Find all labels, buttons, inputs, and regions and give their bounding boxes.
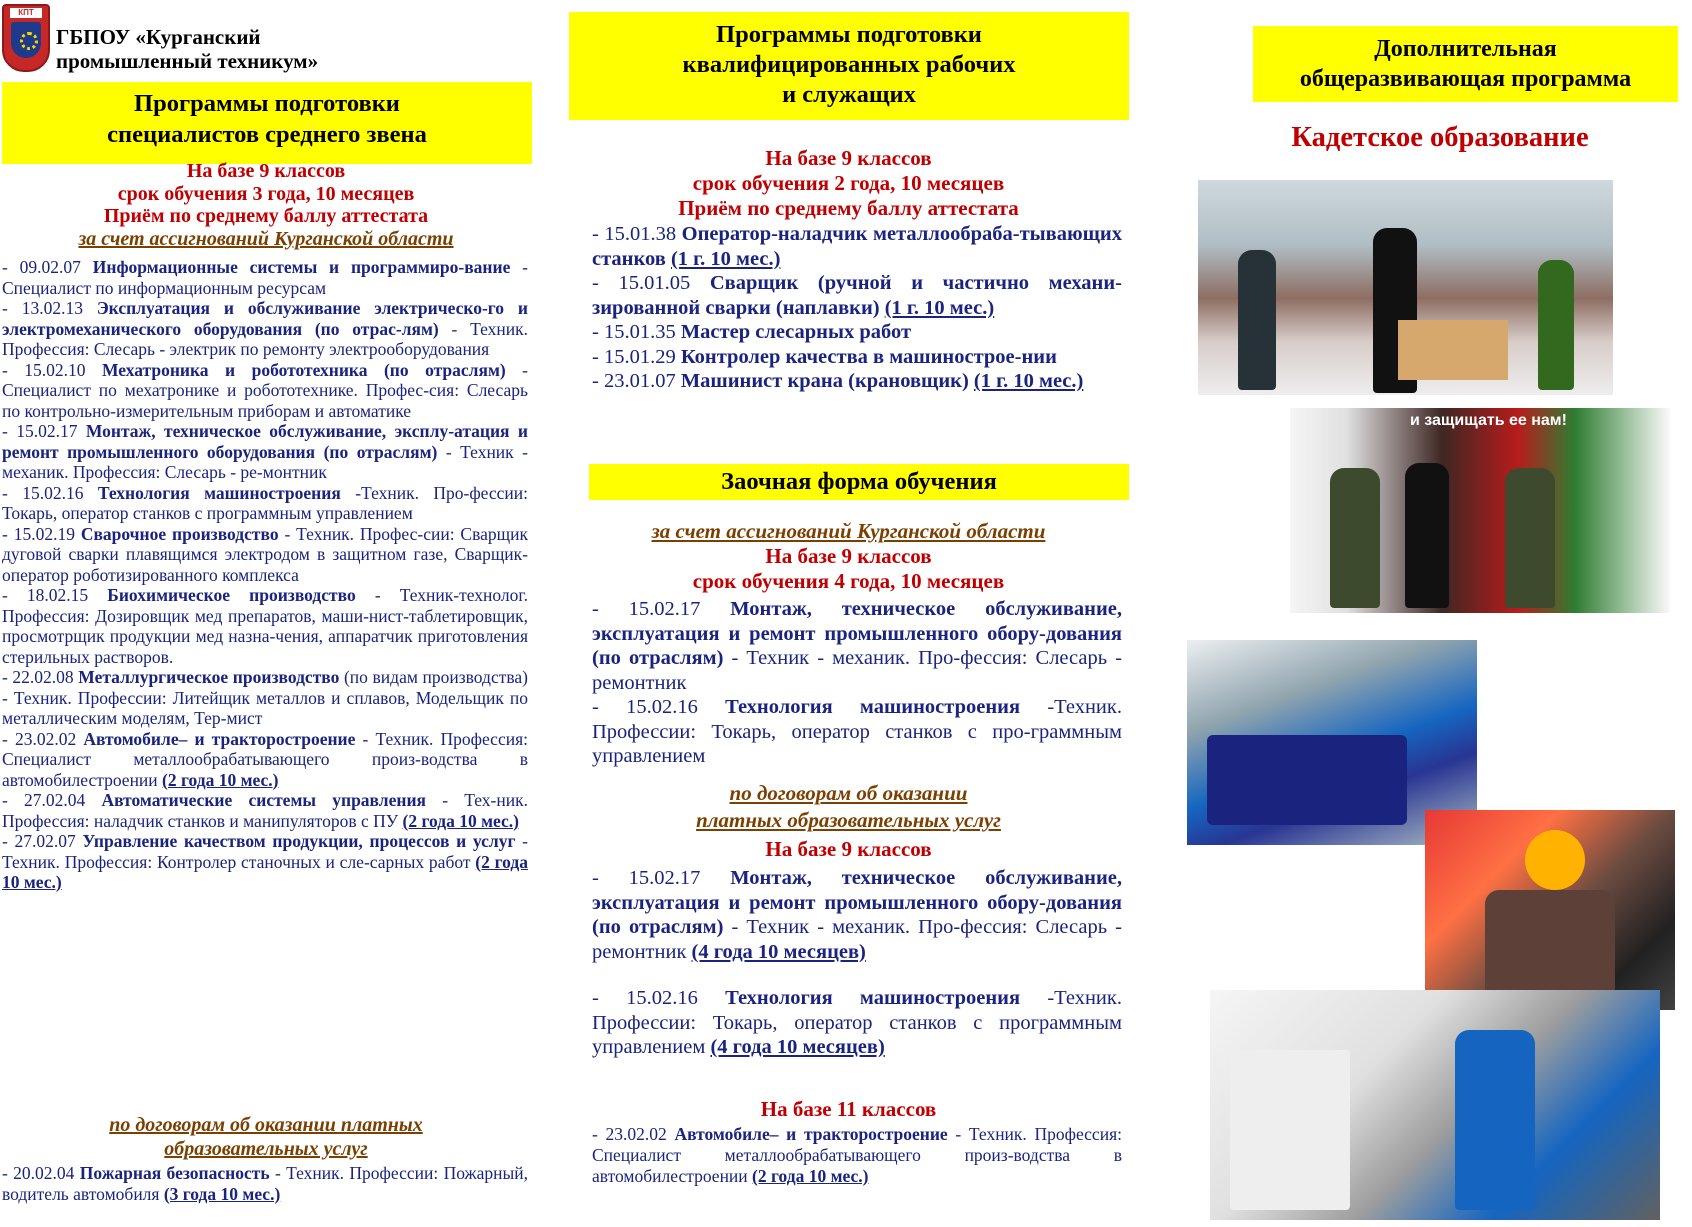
program-title: Монтаж, техническое обслуживание, эксплу-атация и ремонт промышленного оборудования (по отраслям) [2,421,528,462]
photo-cadets-flags [1290,408,1670,613]
program-description: -Техник. Профессии: Токарь, оператор станков с программным управлением [592,987,1122,1058]
program-description: - Техник. Профессия: Специалист металлообрабатывающего произ-водства в автомобилестроении [2,728,528,790]
program-code: - 15.02.19 [2,523,81,544]
correspondence-info [567,519,1130,594]
paid-label-line-1: по договорам об оказании платных [109,1114,423,1136]
term-label: срок обучения 3 года, 10 месяцев [117,182,415,205]
program-title: Монтаж, техническое обслуживание, эксплуатация и ремонт промышленного обору-дования (по отраслям) [592,598,1123,669]
grade11-info [567,1097,1130,1121]
program-title: Контролер качества в машинострое-нии [680,345,1057,368]
program-duration: (1 г. 10 мес.) [884,296,995,319]
program-description: - Специалист по информационным ресурсам [2,257,529,298]
program-code: - 15.02.17 [592,867,731,889]
program-description: - Техник. Профессия: Слесарь - электрик по ремонту электрооборудования [2,318,529,359]
program-description: (по видам производства) - Техник. Профессии: Литейщик металлов и сплавов, Модельщик по металлическим моделям, Тер-мист [2,667,528,728]
funding-label: за счет ассигнований Курганской области [651,519,1046,543]
program-title: Металлургическое производство [78,667,340,687]
program-title: Автомобиле– и тракторостроение [83,728,356,749]
basis-label: На базе 9 классов [765,146,932,170]
program-item [2,1163,528,1204]
program-item [2,667,528,729]
program-title: Технология машиностроения [725,987,1021,1009]
program-item [592,597,1122,695]
paid-program-list [592,866,1122,1060]
program-item [592,866,1122,964]
program-item [592,345,1122,370]
correspondence-header: Заочная форма обучения [589,464,1129,500]
program-item [592,271,1122,320]
logo-shield-icon [11,22,41,58]
program-item [2,257,528,298]
correspondence-program-list [592,597,1122,769]
program-title: Биохимическое производство [107,585,356,605]
header-line-1: Программы подготовки [716,21,982,48]
grade11-program-list [592,1124,1122,1187]
program-code: - 15.02.16 [592,987,726,1009]
program-item [592,986,1122,1060]
program-code: - 27.02.04 [2,790,102,810]
program-item [2,831,528,893]
program-code: - 15.02.16 [2,482,98,503]
logo-text: КПТ [10,8,42,18]
program-title: Монтаж, техническое обслуживание, эксплуатация и ремонт промышленного обору-дования (по отраслям) [592,867,1123,938]
program-title: Технология машиностроения [97,482,341,503]
program-title: Мастер слесарных работ [680,321,912,343]
column-additional [1170,0,1692,1227]
program-code: - 23.02.02 [2,728,84,749]
cadet-education-title: Кадетское образование [1291,122,1589,153]
program-title: Пожарная безопасность [79,1163,270,1183]
program-duration: (2 года 10 мес.) [752,1166,869,1186]
program-item [2,483,528,524]
paid-info [567,780,1130,863]
program-code: - 22.02.08 [2,667,79,687]
program-description: - Техник - механик. Профессия: Слесарь - ре-монтник [2,441,528,482]
program-duration: (3 года 10 мес.) [163,1183,281,1204]
photo-cadet-ceremony [1198,180,1613,395]
paid-label-line-1: по договорам об оказании [729,781,968,805]
program-list [2,257,528,893]
photo-banner-text: и защищать ее нам! [1410,412,1567,429]
program-code: - 15.02.10 [2,359,103,380]
section-header-additional [1253,26,1678,102]
section-header-specialists [2,82,532,164]
admission-label: Приём по среднему баллу аттестата [678,196,1019,220]
header-line-3: и служащих [782,81,916,108]
program-code: - 15.01.29 [592,345,681,368]
program-duration: (1 г. 10 мес.) [670,247,781,270]
admission-info [0,160,532,250]
paid-label-line-2: образовательных услуг [164,1138,368,1160]
basis-label: На базе 9 классов [765,544,932,568]
program-code: - 18.02.15 [2,585,108,605]
program-title: Сварщик (ручной и частично механи-зированной сварки (наплавки) [592,272,1123,319]
organization-name [56,25,318,73]
program-description: - Техник. Профессия: Специалист металлообрабатывающего произ-водства в автомобилестроении [592,1124,1122,1186]
header-line-1: Программы подготовки [134,90,400,117]
program-code: - 15.01.35 [592,321,681,343]
program-item [2,729,528,791]
column-workers [567,0,1130,1227]
program-code: - 27.02.07 [2,831,83,851]
program-code: - 20.02.04 [2,1163,80,1183]
program-code: - 23.01.07 [592,370,681,392]
admission-info [567,146,1130,221]
program-title: Информационные системы и программиро-вание [92,257,511,277]
program-item [592,695,1122,769]
paid-label-line-2: платных образовательных услуг [696,808,1001,832]
program-item [2,524,528,586]
program-duration: (2 года 10 мес.) [402,810,519,831]
program-description: -Техник. Профессии: Токарь, оператор станков с про-граммным управлением [592,696,1122,767]
program-code: - 13.02.13 [2,298,97,318]
header-line-2: квалифицированных рабочих [682,51,1016,78]
header-line-2: общеразвивающая программа [1299,66,1632,92]
program-code: - 15.02.17 [2,421,86,441]
section-header-workers [569,12,1129,120]
program-code: - 09.02.07 [2,257,93,277]
program-code: - 23.02.02 [592,1124,675,1144]
program-description: - Специалист по мехатронике и робототехнике. Профес-сия: Слесарь по контрольно-измерительным приборам и автоматике [2,359,528,421]
basis-label: На базе 11 классов [760,1097,937,1121]
program-item [2,360,528,422]
program-title: Эксплуатация и обслуживание электрическо-го и электромеханического оборудования (по отрас-лям) [2,298,528,339]
program-title: Машинист крана (крановщик) [680,370,969,392]
college-logo [2,4,50,72]
funding-label: за счет ассигнований Курганской области [78,227,454,250]
program-duration: (1 г. 10 мес.) [973,370,1084,392]
program-title: Автомобиле– и тракторостроение [674,1124,948,1144]
program-item [2,790,528,831]
program-code: - 15.01.05 [592,272,710,294]
program-list [592,222,1122,394]
program-title: Автоматические системы управления [101,790,426,810]
program-description: - Техник - механик. Про-фессия: Слесарь - ремонтник [592,647,1122,694]
program-description: - Техник - механик. Про-фессия: Слесарь - ремонтник [592,916,1122,963]
program-item [592,222,1122,271]
photo-welding-student [1425,810,1675,1010]
header-line-1: Дополнительная [1374,36,1557,62]
program-item [592,369,1122,394]
program-item [2,585,528,667]
program-description: - Техник. Профессии: Пожарный, водитель автомобиля [2,1163,528,1204]
gear-icon [20,32,38,50]
photo-electrical-lab [1210,990,1660,1220]
program-item [592,1124,1122,1187]
program-title: Мехатроника и робототехника (по отраслям) [102,359,506,380]
term-label: срок обучения 2 года, 10 месяцев [692,171,1005,195]
program-description: - Тех-ник. Профессия: наладчик станков и манипуляторов с ПУ [2,790,528,831]
program-code: - 15.02.16 [592,696,726,718]
program-code: - 15.02.17 [592,598,731,620]
org-name-line-2: промышленный техникум» [56,49,319,73]
header-line-2: специалистов среднего звена [107,121,427,148]
program-description: - Техник. Профессия: Контролер станочных и сле-сарных работ [2,831,528,872]
basis-label: На базе 9 классов [186,160,346,182]
program-description: -Техник. Про-фессии: Токарь, оператор станков с программным управлением [2,482,529,523]
program-duration: (4 года 10 месяцев) [710,1036,885,1058]
column-specialists [0,0,532,1227]
program-duration: (2 года 10 мес.) [2,851,529,892]
admission-label: Приём по среднему баллу аттестата [103,205,429,227]
program-title: Технология машиностроения [725,696,1021,718]
program-description: - Техник-технолог. Профессия: Дозировщик мед препаратов, маши-нист-таблетировщик, просмотрщик продукции мед назна-чения, аппаратчик приготовления стерильных растворов. [2,585,528,667]
program-title: Оператор-наладчик металлообраба-тывающих станков [592,223,1122,270]
org-name-line-1: ГБПОУ «Курганский [56,25,261,49]
program-item [592,320,1122,345]
program-duration: (4 года 10 месяцев) [691,940,866,963]
paid-services-label [0,1113,532,1161]
program-duration: (2 года 10 мес.) [162,769,279,790]
basis-label: На базе 9 классов [765,837,932,861]
program-title: Сварочное производство [80,523,279,544]
paid-program-list [2,1163,528,1204]
term-label: срок обучения 4 года, 10 месяцев [692,569,1005,593]
program-item [2,298,528,360]
program-item [2,421,528,483]
program-description: - Техник. Профес-сии: Сварщик дуговой сварки плавящимся электродом в защитном газе, Сварщик-оператор роботизированного комплекса [2,523,528,585]
program-title: Управление качеством продукции, процессов и услуг [82,831,516,851]
program-code: - 15.01.38 [592,223,682,245]
